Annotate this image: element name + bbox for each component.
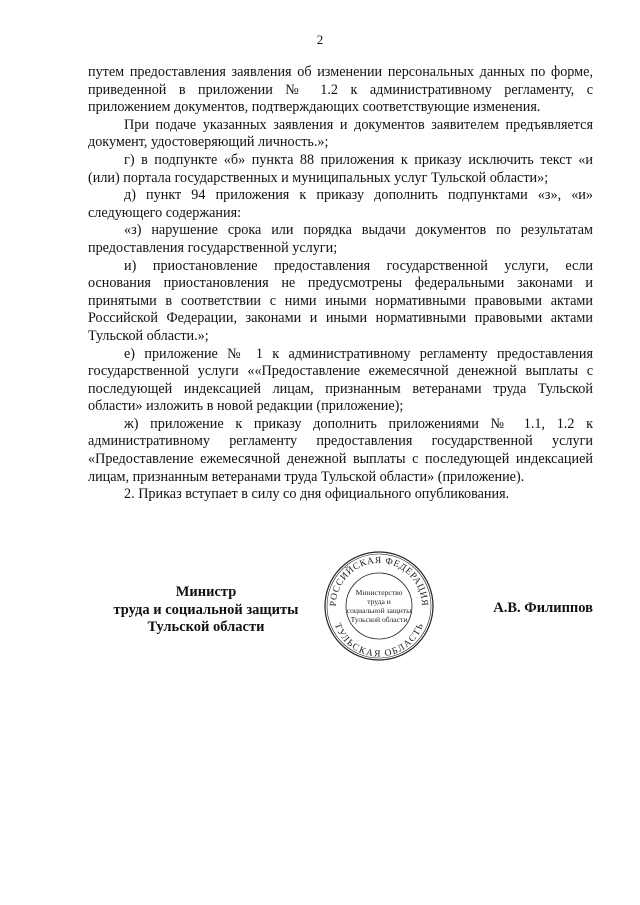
stamp-center-line: Тульской области [350,615,408,624]
paragraph: г) в подпункте «б» пункта 88 приложения к приказу исключить текст «и (или) портала государственных и муниципальных услуг Тульской области»; [88,151,593,186]
signature-block [88,555,593,698]
signatory-title-line: Министр [175,584,237,600]
stamp-ring-bottom-text: ТУЛЬСКАЯ ОБЛАСТЬ [331,621,427,660]
paragraph: При подаче указанных заявления и документов заявителем предъявляется документ, удостоверяющий личность.»; [88,116,593,151]
stamp-center-line: Министерство [355,588,403,597]
document-body [88,64,593,504]
official-seal-stamp [323,550,435,662]
paragraph: д) пункт 94 приложения к приказу дополнить подпунктами «з», «и» следующего содержания: [88,187,593,221]
paragraph: «з) нарушение срока или порядка выдачи документов по результатам предоставления государственной услуги; [88,222,593,256]
paragraph: ж) приложение к приказу дополнить приложениями № 1.1, 1.2 к административному регламенту предоставления государственной услуги «Предоставление ежемесячной денежной выплаты с последующей индексацией лицам, признанным ветеранами труда Тульской области» (приложение). [88,415,593,485]
stamp-center-line: труда и [367,597,391,606]
paragraph: путем предоставления заявления об изменении персональных данных по форме, приведенной в приложении № 1.2 к административному регламенту, с приложением документов, подтверждающих соответствующие изменения. [88,64,593,116]
stamp-ring-top-text: РОССИЙСКАЯ ФЕДЕРАЦИЯ [328,555,430,607]
page-number: 2 [316,32,324,47]
signatory-title [106,584,306,637]
signatory-name: А.В. Филиппов [493,600,593,616]
paragraph: 2. Приказ вступает в силу со дня официального опубликования. [124,486,510,503]
paragraph: и) приостановление предоставления государственной услуги, если основания приостановления не предусмотрены федеральными законами и принятыми в соответствии с ними иными нормативными правовыми актами Российской Федерации, законами и иными нормативными правовыми актами Тульской области.»; [88,257,593,344]
svg-text:ТУЛЬСКАЯ ОБЛАСТЬ [332,622,426,660]
paragraph: е) приложение № 1 к административному регламенту предоставления государственной услуги ««Предоставление ежемесячной денежной выплаты с последующей индексацией лицам, признанным ветеранами труда Тульской области» изложить в новой редакции (приложение); [88,345,593,415]
stamp-center-line: социальной защиты [346,606,412,615]
signatory-title-line: труда и социальной защиты [113,601,299,618]
signatory-title-line: Тульской области [147,619,265,635]
